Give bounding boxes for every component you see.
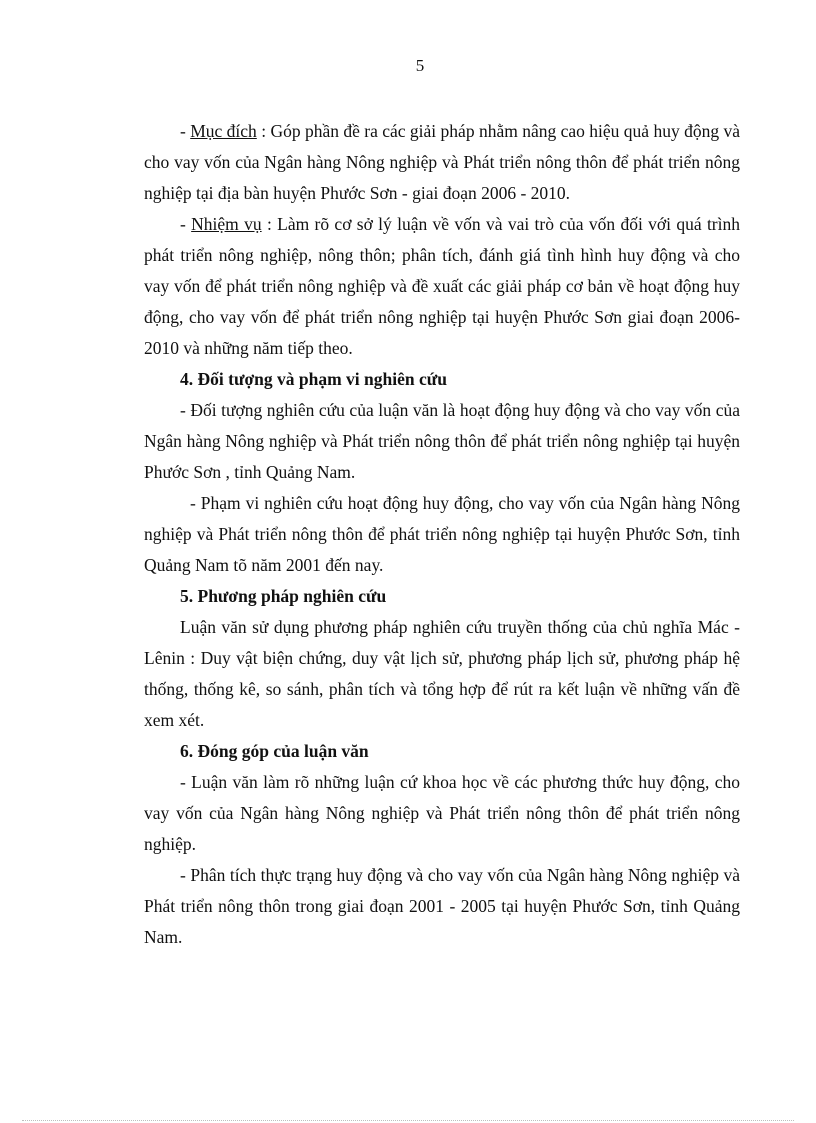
section-5-method-paragraph: Luận văn sử dụng phương pháp nghiên cứu truyền thống của chủ nghĩa Mác - Lênin : Duy vật biện chứng, duy vật lịch sử, phương pháp lịch sử, phương pháp hệ thống, thống kê, so sánh, phân tích và tổng hợp để rút ra kết luận về những vấn đề xem xét. <box>144 617 740 730</box>
task-paragraph <box>144 209 740 364</box>
page-bottom-divider <box>22 1120 794 1121</box>
task-text: : Làm rõ cơ sở lý luận về vốn và vai trò của vốn đối với quá trình phát triển nông nghiệp, nông thôn; phân tích, đánh giá tình hình huy động và cho vay vốn để phát triển nông nghiệp và đề xuất các giải pháp cơ bản về hoạt động huy động, cho vay vốn để phát triển nông nghiệp tại huyện Phước Sơn giai đoạn 2006- 2010 và những năm tiếp theo. <box>144 214 740 358</box>
purpose-paragraph <box>144 116 740 209</box>
section-4-scope-paragraph: - Phạm vi nghiên cứu hoạt động huy động, cho vay vốn của Ngân hàng Nông nghiệp và Phát triển nông thôn để phát triển nông nghiệp tại huyện Phước Sơn, tỉnh Quảng Nam tõ năm 2001 đến nay. <box>144 493 740 575</box>
section-5-heading: 5. Phương pháp nghiên cứu <box>180 586 387 606</box>
purpose-prefix: - <box>180 121 191 141</box>
document-body <box>144 116 740 953</box>
task-prefix: - <box>180 214 192 234</box>
section-6-heading: 6. Đóng góp của luận văn <box>180 741 369 761</box>
task-label: Nhiệm vụ <box>191 214 262 234</box>
section-6-contribution-1: - Luận văn làm rõ những luận cứ khoa học về các phương thức huy động, cho vay vốn của Ngân hàng Nông nghiệp và Phát triển nông thôn để phát triển nông nghiệp. <box>144 772 740 854</box>
purpose-label: Mục đích <box>190 121 257 141</box>
section-6-contribution-2: - Phân tích thực trạng huy động và cho vay vốn của Ngân hàng Nông nghiệp và Phát triển nông thôn trong giai đoạn 2001 - 2005 tại huyện Phước Sơn, tỉnh Quảng Nam. <box>144 865 740 947</box>
purpose-text: : Góp phần đề ra các giải pháp nhằm nâng cao hiệu quả huy động và cho vay vốn của Ngân hàng Nông nghiệp và Phát triển nông thôn để phát triển nông nghiệp tại địa bàn huyện Phước Sơn - giai đoạn 2006 - 2010. <box>144 121 740 203</box>
section-4-object-paragraph: - Đối tượng nghiên cứu của luận văn là hoạt động huy động và cho vay vốn của Ngân hàng Nông nghiệp và Phát triển nông thôn để phát triển nông nghiệp tại huyện Phước Sơn , tỉnh Quảng Nam. <box>144 400 740 482</box>
section-4-heading: 4. Đối tượng và phạm vi nghiên cứu <box>180 369 447 389</box>
page-number: 5 <box>415 56 425 75</box>
